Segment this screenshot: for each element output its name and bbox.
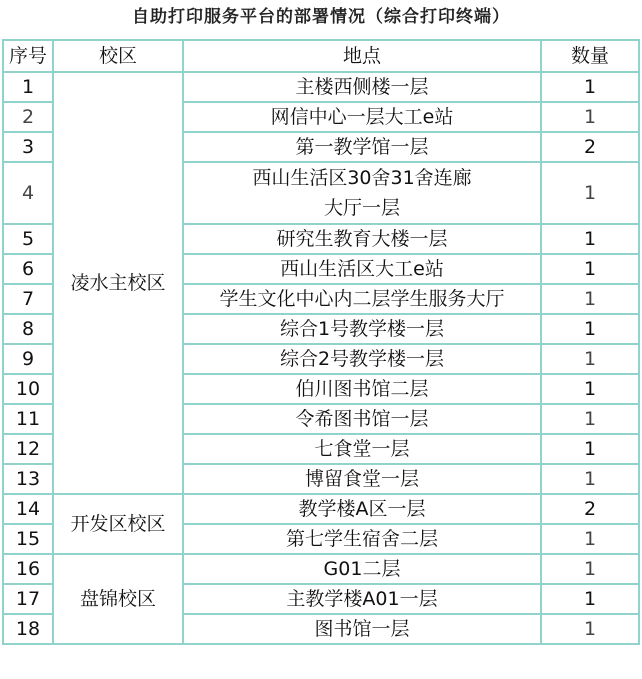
row-number: 15	[3, 524, 53, 554]
count-cell: 1	[541, 314, 639, 344]
page-title: 自助打印服务平台的部署情况（综合打印终端）	[132, 7, 510, 27]
row-number: 5	[3, 224, 53, 254]
row-number: 18	[3, 614, 53, 644]
row-number: 11	[3, 404, 53, 434]
header-count: 数量	[541, 40, 639, 72]
count-cell: 1	[541, 554, 639, 584]
table-row	[3, 72, 639, 102]
count-cell: 1	[541, 254, 639, 284]
location-cell: G01二层	[183, 554, 541, 584]
row-number: 16	[3, 554, 53, 584]
count-cell: 1	[541, 584, 639, 614]
row-number: 2	[3, 102, 53, 132]
location-cell: 主楼西侧楼一层	[183, 72, 541, 102]
deployment-table	[2, 39, 640, 645]
row-number: 10	[3, 374, 53, 404]
count-cell: 1	[541, 284, 639, 314]
count-cell: 1	[541, 162, 639, 224]
location-cell: 网信中心一层大工e站	[183, 102, 541, 132]
count-cell: 1	[541, 524, 639, 554]
location-cell: 学生文化中心内二层学生服务大厅	[183, 284, 541, 314]
location-cell: 博留食堂一层	[183, 464, 541, 494]
location-cell: 七食堂一层	[183, 434, 541, 464]
row-number: 8	[3, 314, 53, 344]
location-cell: 主教学楼A01一层	[183, 584, 541, 614]
row-number: 3	[3, 132, 53, 162]
location-cell: 综合1号教学楼一层	[183, 314, 541, 344]
location-cell: 教学楼A区一层	[183, 494, 541, 524]
table-header-row	[3, 40, 639, 72]
count-cell: 1	[541, 464, 639, 494]
row-number: 7	[3, 284, 53, 314]
header-location: 地点	[183, 40, 541, 72]
row-number: 1	[3, 72, 53, 102]
row-number: 12	[3, 434, 53, 464]
campus-cell: 盘锦校区	[53, 554, 183, 644]
location-cell: 图书馆一层	[183, 614, 541, 644]
count-cell: 1	[541, 614, 639, 644]
location-cell	[183, 162, 541, 224]
location-cell: 西山生活区大工e站	[183, 254, 541, 284]
row-number: 14	[3, 494, 53, 524]
campus-cell: 开发区校区	[53, 494, 183, 554]
count-cell: 1	[541, 404, 639, 434]
row-number: 6	[3, 254, 53, 284]
location-cell: 第一教学馆一层	[183, 132, 541, 162]
location-cell: 综合2号教学楼一层	[183, 344, 541, 374]
count-cell: 1	[541, 374, 639, 404]
header-campus: 校区	[53, 40, 183, 72]
location-cell: 第七学生宿舍二层	[183, 524, 541, 554]
location-line: 西山生活区30舍31舍连廊	[252, 167, 472, 189]
count-cell: 1	[541, 102, 639, 132]
table-row	[3, 494, 639, 524]
header-no: 序号	[3, 40, 53, 72]
count-cell: 1	[541, 72, 639, 102]
count-cell: 2	[541, 494, 639, 524]
count-cell: 1	[541, 344, 639, 374]
count-cell: 1	[541, 434, 639, 464]
row-number: 13	[3, 464, 53, 494]
row-number: 17	[3, 584, 53, 614]
location-cell: 令希图书馆一层	[183, 404, 541, 434]
location-cell: 伯川图书馆二层	[183, 374, 541, 404]
row-number: 4	[3, 162, 53, 224]
location-cell: 研究生教育大楼一层	[183, 224, 541, 254]
campus-cell: 凌水主校区	[53, 72, 183, 494]
row-number: 9	[3, 344, 53, 374]
count-cell: 1	[541, 224, 639, 254]
table-row	[3, 554, 639, 584]
count-cell: 2	[541, 132, 639, 162]
location-line: 大厅一层	[323, 197, 400, 219]
